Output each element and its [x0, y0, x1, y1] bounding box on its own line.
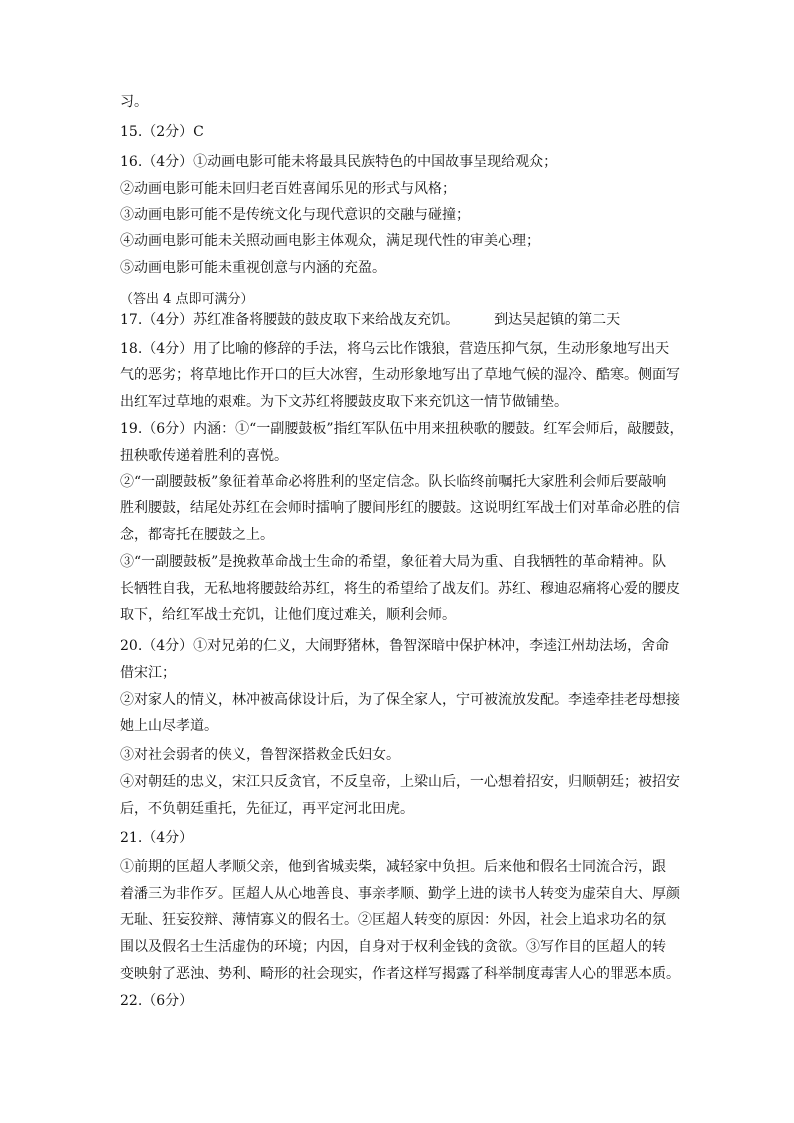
- text-line: 扭秧歌传递着胜利的喜悦。: [120, 448, 288, 464]
- text-line: ④动画电影可能未关照动画电影主体观众，满足现代性的审美心理；: [120, 233, 540, 249]
- text-line: 长牺牲自我，无私地将腰鼓给苏红，将生的希望给了战友们。苏红、穆迪忍痛将心爱的腰皮: [120, 581, 680, 597]
- text-line: 19.（6分）内涵：①“一副腰鼓板”指红军队伍中用来扭秧歌的腰鼓。红军会师后，敲腰鼓，: [120, 421, 684, 437]
- text-line: 21.（4分）: [120, 830, 194, 846]
- text-line: 22.（6分）: [120, 993, 194, 1009]
- text-line: ④对朝廷的忠义，宋江只反贪官，不反皇帝，上梁山后，一心想着招安，归顺朝廷；被招安: [120, 774, 680, 790]
- text-line: ③动画电影可能不是传统文化与现代意识的交融与碰撞；: [120, 207, 470, 223]
- text-line: 着潘三为非作歹。匡超人从心地善良、事亲孝顺、勤学上进的读书人转变为虚荣自大、厚颜: [120, 886, 680, 902]
- text-line: 胜利腰鼓，结尾处苏红在会师时擂响了腰间彤红的腰鼓。这说明红军战士们对革命必胜的信: [120, 500, 680, 516]
- text-line: 无耻、狂妄狡辩、薄情寡义的假名士。②匡超人转变的原因：外因，社会上追求功名的氛: [120, 912, 666, 928]
- text-line: （答出 4 点即可满分）: [120, 292, 254, 307]
- text-line: 出红军过草地的艰难。为下文苏红将腰鼓皮取下来充饥这一情节做铺垫。: [120, 394, 568, 410]
- text-line: 她上山尽孝道。: [120, 718, 218, 734]
- text-line: 17.（4分）苏红准备将腰鼓的鼓皮取下来给战友充饥。 到达吴起镇的第二天: [120, 312, 621, 328]
- text-line: 20.（4分）①对兄弟的仁义，大闹野猪林，鲁智深暗中保护林冲，李逵江州劫法场，舍命: [120, 638, 670, 654]
- text-line: ③“一副腰鼓板”是挽救革命战士生命的希望，象征着大局为重、自我牺牲的革命精神。队: [120, 554, 667, 570]
- text-line: 15.（2分）C: [120, 124, 204, 140]
- text-line: ⑤动画电影可能未重视创意与内涵的充盈。: [120, 260, 386, 276]
- text-line: 16.（4分）①动画电影可能未将最具民族特色的中国故事呈现给观众；: [120, 154, 558, 170]
- text-line: 念，都寄托在腰鼓之上。: [120, 527, 274, 543]
- text-line: 取下，给红军战士充饥，让他们度过难关，顺利会师。: [120, 607, 456, 623]
- text-line: ②对家人的情义，林冲被高俅设计后，为了保全家人，宁可被流放发配。李逵牵挂老母想接: [120, 692, 680, 708]
- text-line: 18.（4分）用了比喻的修辞的手法，将乌云比作饿狼，营造压抑气氛，生动形象地写出天: [120, 341, 670, 357]
- text-line: 后，不负朝廷重托，先征辽，再平定河北田虎。: [120, 801, 414, 817]
- text-line: 借宋江；: [120, 665, 176, 681]
- text-line: 习。: [120, 94, 148, 110]
- text-line: ①前期的匡超人孝顺父亲，他到省城卖柴，减轻家中负担。后来他和假名士同流合污，跟: [120, 859, 666, 875]
- text-line: ②动画电影可能未回归老百姓喜闻乐见的形式与风格；: [120, 181, 456, 197]
- text-line: ③对社会弱者的侠义，鲁智深搭救金氏妇女。: [120, 747, 400, 763]
- text-line: ②“一副腰鼓板”象征着革命必将胜利的坚定信念。队长临终前嘱托大家胜利会师后要敲响: [120, 474, 667, 490]
- text-line: 围以及假名士生活虚伪的环境；内因，自身对于权利金钱的贪欲。③写作目的匡超人的转: [120, 939, 666, 955]
- text-line: 变映射了恶浊、势利、畸形的社会现实，作者这样写揭露了科举制度毒害人心的罪恶本质。: [120, 966, 680, 982]
- text-line: 气的恶劣；将草地比作开口的巨大冰窖，生动形象地写出了草地气候的湿冷、酷寒。侧面写: [120, 367, 680, 383]
